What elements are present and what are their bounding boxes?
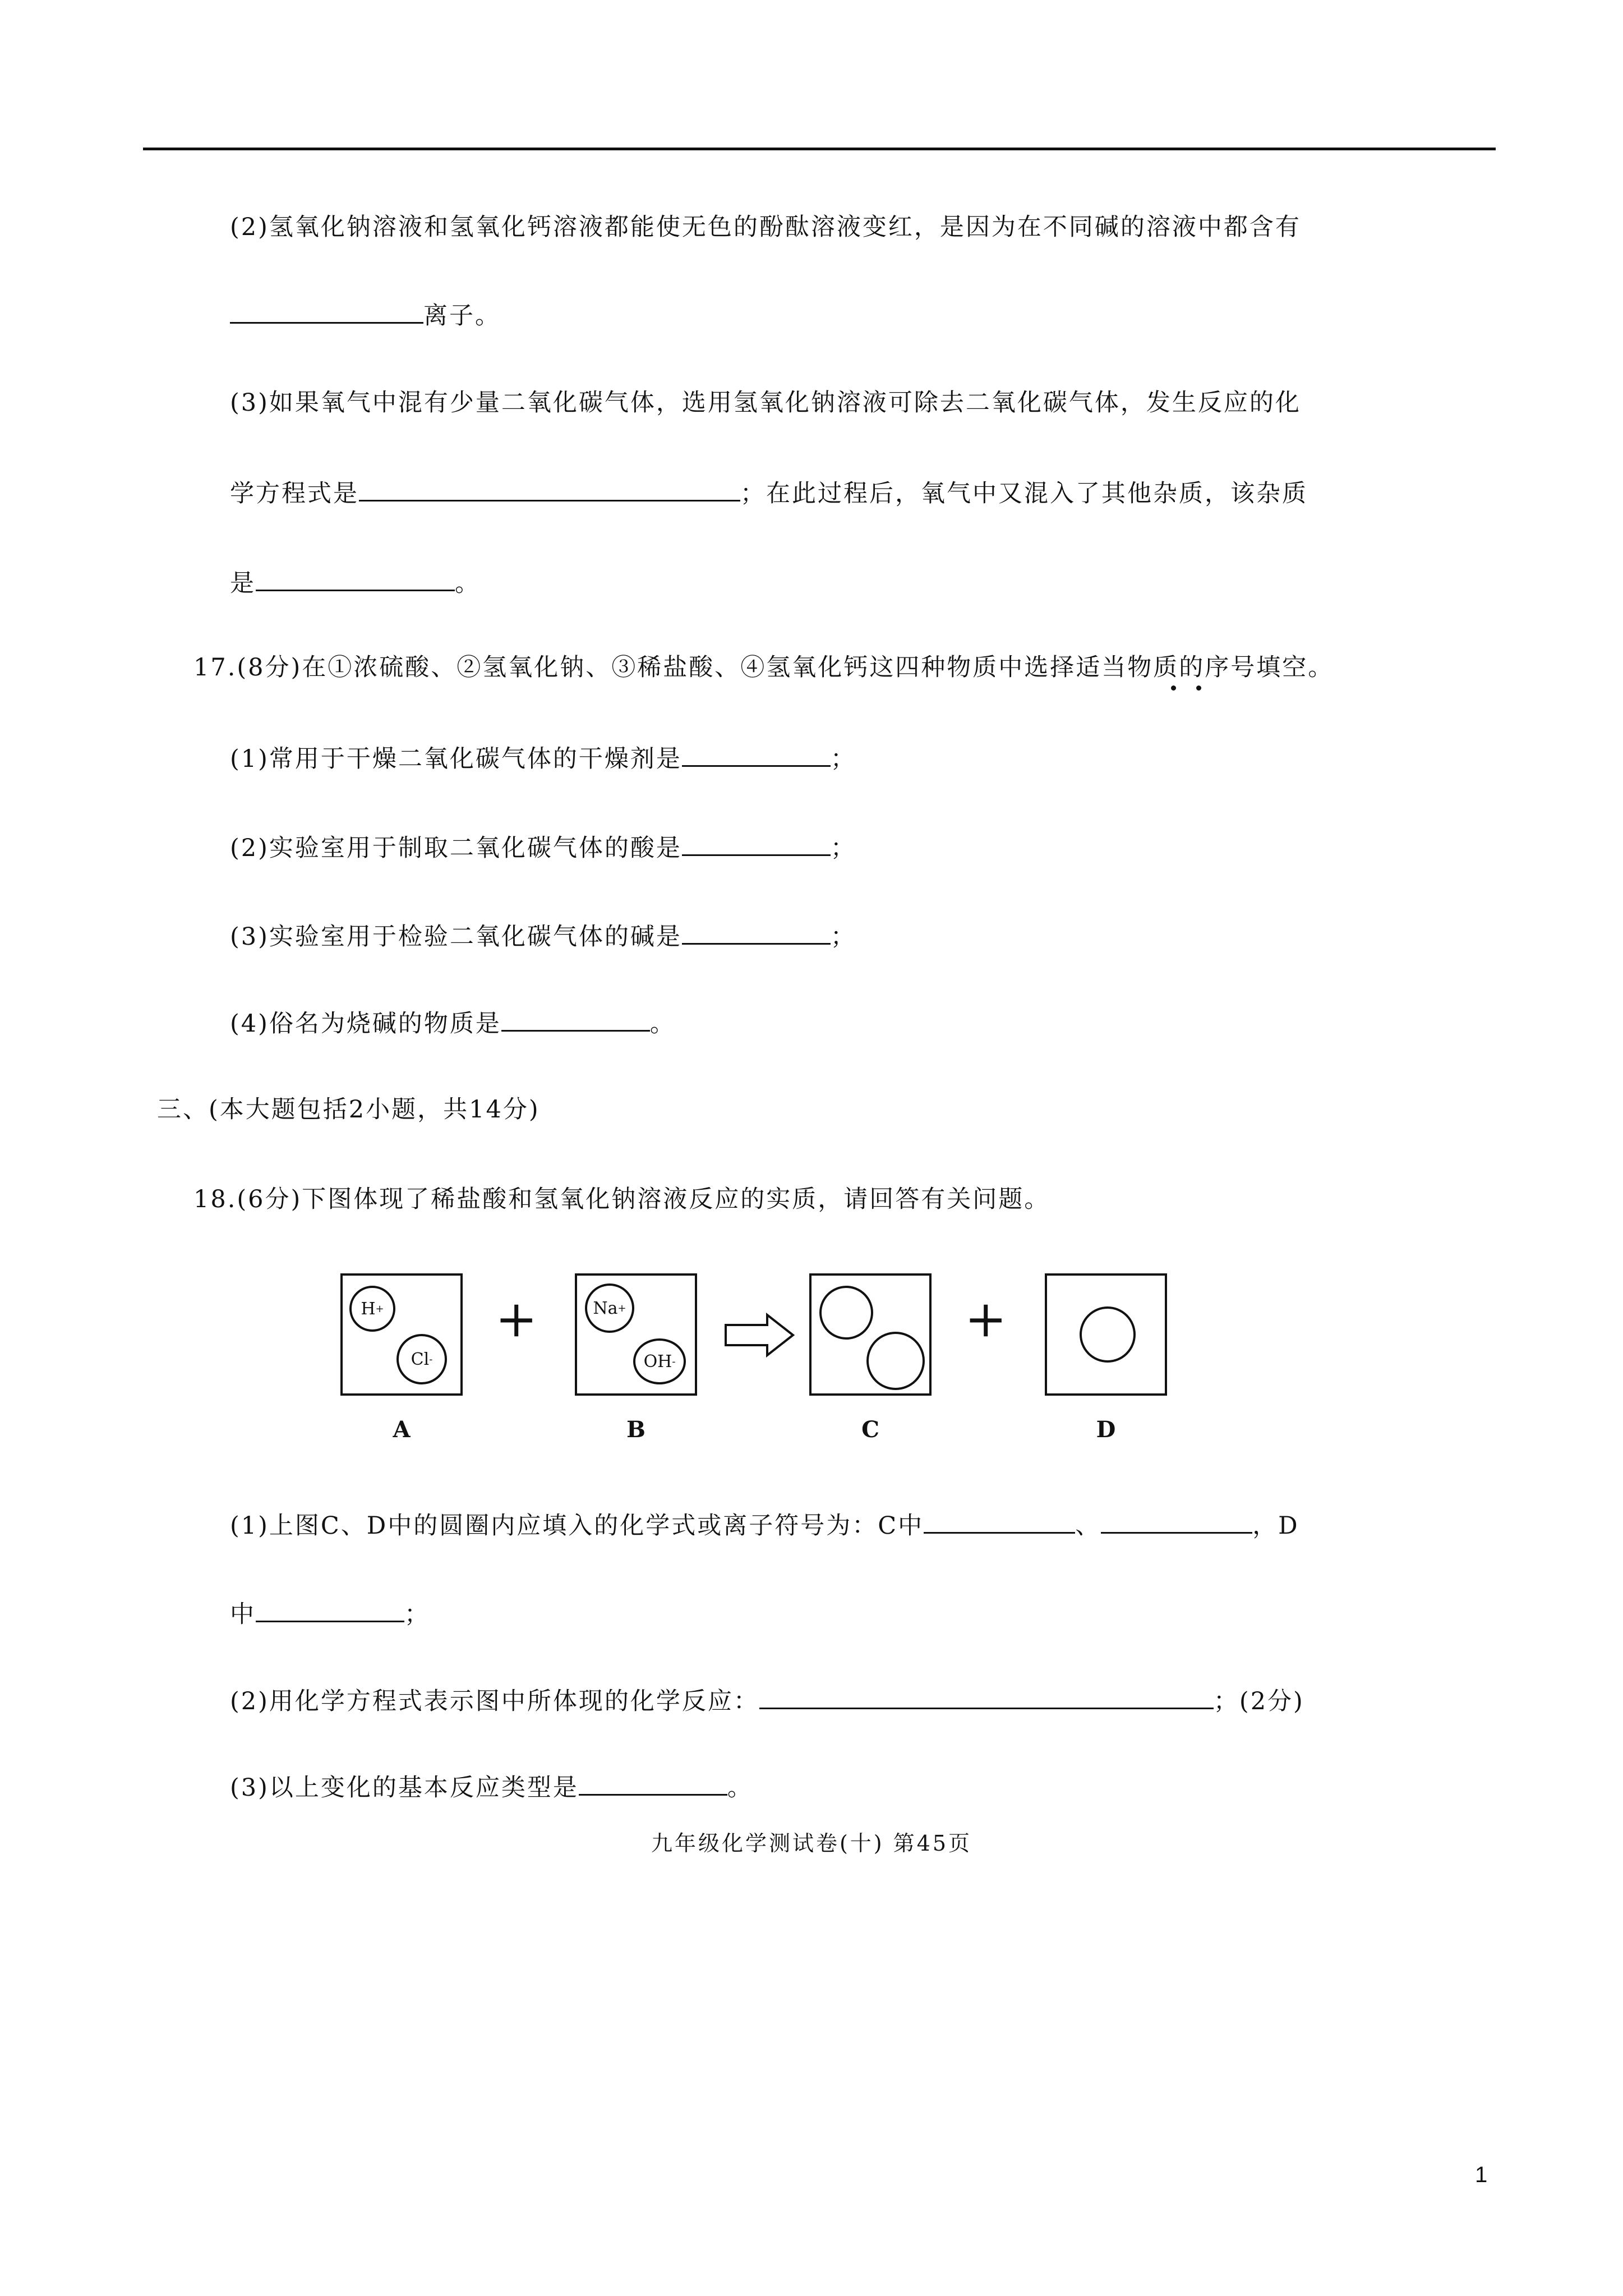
- reaction-diagram: [325, 1259, 1200, 1473]
- q16-answer-blank-equation[interactable]: [359, 474, 740, 501]
- top-rule: [143, 148, 1496, 150]
- q18-part2: (2)用化学方程式表示图中所体现的化学反应： ；(2分): [230, 1682, 1304, 1718]
- q18-answer-blank-type[interactable]: [579, 1768, 727, 1796]
- q17-part3: (3)实验室用于检验二氧化碳气体的碱是 ；: [230, 917, 856, 954]
- q16-part2-text: (2)氢氧化钠溶液和氢氧化钙溶液都能使无色的酚酞溶液变红，是因为在不同碱的溶液中都含有: [230, 213, 1301, 241]
- ion-na-circle: Na +: [585, 1283, 634, 1333]
- q17-part1: (1)常用于干燥二氧化碳气体的干燥剂是 ；: [230, 739, 856, 776]
- q18-answer-blank-c1[interactable]: [924, 1506, 1075, 1534]
- label-a: A: [393, 1416, 411, 1443]
- q16-part3-line3: 是 。: [230, 564, 481, 600]
- section-3-heading: 三、(本大题包括2小题，共14分): [157, 1096, 540, 1124]
- q18-stem: 18.(6分)下图体现了稀盐酸和氢氧化钠溶液反应的实质，请回答有关问题。: [193, 1185, 1050, 1213]
- q17-part2: (2)实验室用于制取二氧化碳气体的酸是 ；: [230, 829, 856, 865]
- q17-answer-blank-4[interactable]: [501, 1004, 650, 1032]
- product-circle-c2[interactable]: [866, 1332, 925, 1390]
- label-d: D: [1096, 1416, 1116, 1443]
- q16-part2-line2: 离子。: [230, 296, 501, 333]
- q16-answer-blank-ion[interactable]: [230, 296, 423, 324]
- q17-part4: (4)俗名为烧碱的物质是 。: [230, 1004, 676, 1041]
- q17-answer-blank-3[interactable]: [682, 917, 831, 945]
- box-a: [340, 1273, 463, 1396]
- plus-sign: +: [495, 1290, 538, 1349]
- q16-part2-line1: [230, 210, 1301, 244]
- plus-sign: +: [965, 1290, 1007, 1349]
- page-number: 1: [1475, 2162, 1488, 2187]
- q18-answer-blank-d[interactable]: [256, 1595, 404, 1622]
- q18-part3: (3)以上变化的基本反应类型是 。: [230, 1768, 753, 1805]
- q16-part3-line2: 学方程式是 ；在此过程后，氧气中又混入了其他杂质，该杂质: [230, 474, 1308, 510]
- q18-part1: (1)上图C、D中的圆圈内应填入的化学式或离子符号为：C中 、 ，D: [230, 1506, 1299, 1543]
- label-b: B: [626, 1416, 645, 1443]
- q17-answer-blank-2[interactable]: [682, 829, 831, 856]
- q17-answer-blank-1[interactable]: [682, 739, 831, 767]
- box-c: [809, 1273, 932, 1396]
- page-footer: 九年级化学测试卷(十) 第45页: [651, 1831, 972, 1856]
- emphasis-dot: [1196, 685, 1201, 691]
- ion-cl-circle: Cl -: [396, 1334, 447, 1384]
- emphasis-dot: [1171, 685, 1176, 691]
- box-d: [1045, 1273, 1167, 1396]
- product-circle-d[interactable]: [1080, 1306, 1136, 1363]
- q18-answer-blank-c2[interactable]: [1101, 1506, 1252, 1534]
- ion-oh-circle: OH -: [633, 1338, 686, 1384]
- label-c: C: [861, 1416, 879, 1443]
- q17-stem: 17.(8分)在①浓硫酸、②氢氧化钠、③稀盐酸、④氢氧化钙这四种物质中选择适当物质的序号填空。: [193, 654, 1334, 682]
- q18-answer-blank-equation[interactable]: [759, 1682, 1214, 1709]
- box-b: [575, 1273, 697, 1396]
- q16-answer-blank-impurity[interactable]: [256, 564, 455, 591]
- q16-part3-line1: (3)如果氧气中混有少量二氧化碳气体，选用氢氧化钠溶液可除去二氧化碳气体，发生反应的化: [230, 389, 1301, 417]
- reaction-arrow-icon: [723, 1313, 796, 1358]
- ion-h-circle: H +: [349, 1286, 395, 1332]
- product-circle-c1[interactable]: [819, 1286, 873, 1340]
- q18-part1-line2: 中 ；: [230, 1595, 430, 1631]
